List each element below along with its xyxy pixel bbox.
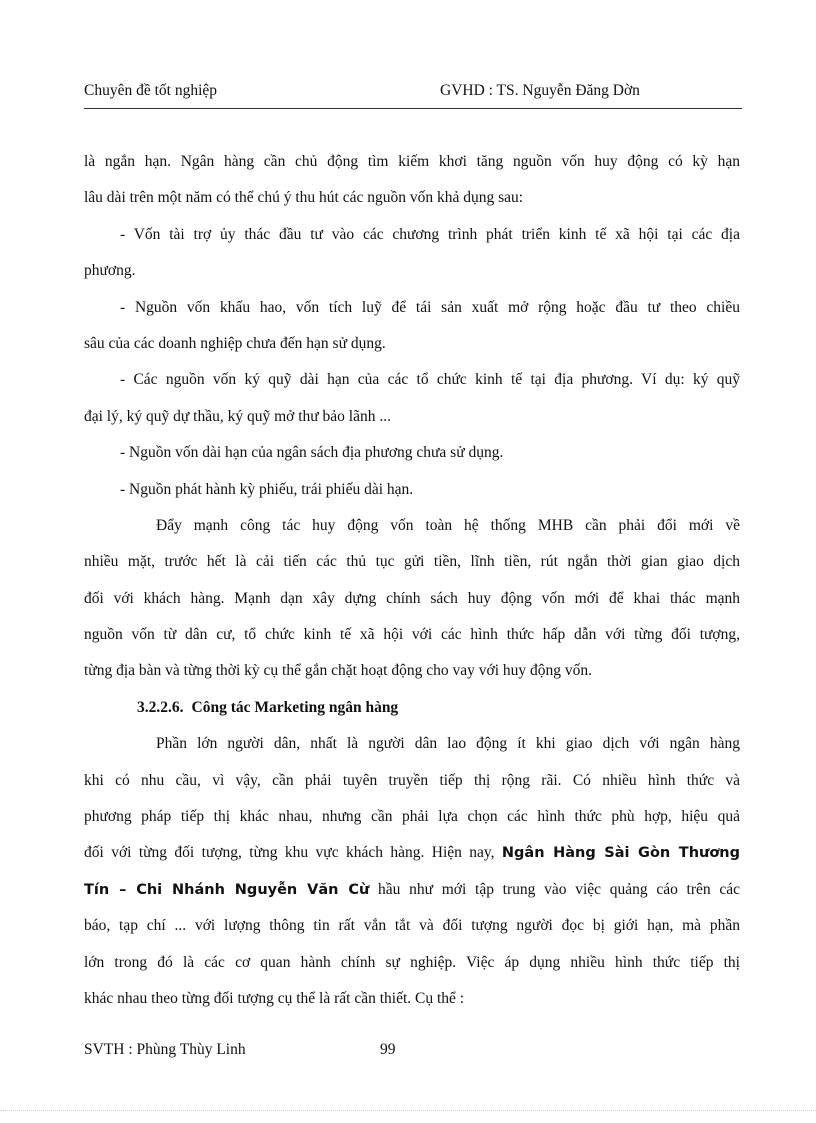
paragraph-line: báo, tạp chí ... với lượng thông tin rất vắn tắt và đối tượng người đọc bị giới hạn, mà phần <box>84 917 740 935</box>
paragraph-line: đối với khách hàng. Mạnh dạn xây dựng chính sách huy động vốn mới để khai thác mạnh <box>84 589 740 607</box>
list-item-continuation: phương. <box>84 262 136 280</box>
paragraph-line: là ngắn hạn. Ngân hàng cần chủ động tìm kiếm khơi tăng nguồn vốn huy động có kỳ hạn <box>84 153 740 170</box>
list-item-continuation: sâu của các doanh nghiệp chưa đến hạn sử dụng. <box>84 334 386 352</box>
list-item: - Vốn tài trợ ủy thác đầu tư vào các chương trình phát triển kinh tế xã hội tại các địa <box>120 225 740 243</box>
paragraph-line: phương pháp tiếp thị khác nhau, nhưng cần phải lựa chọn các hình thức phù hợp, hiệu quả <box>84 808 740 826</box>
paragraph-line: khác nhau theo từng đối tượng cụ thể là rất cần thiết. Cụ thể : <box>84 989 465 1007</box>
header-title: Chuyên đề tốt nghiệp <box>84 82 218 99</box>
paragraph-line <box>84 872 740 908</box>
section-number: 3.2.2.6. <box>137 698 184 716</box>
paragraph-line: khi có nhu cầu, vì vậy, cần phải tuyên truyền tiếp thị rộng rãi. Có nhiều hình thức và <box>84 771 740 789</box>
text-run: hầu như mới tập trung vào việc quảng cáo trên các <box>369 880 740 898</box>
text-run: đối với từng đối tượng, từng khu vực khách hàng. Hiện nay, <box>84 844 502 862</box>
header-divider <box>84 108 742 109</box>
paragraph-line <box>84 835 740 871</box>
page-number: 99 <box>380 1041 396 1058</box>
page-bottom-border <box>0 1110 816 1111</box>
section-heading <box>84 690 740 726</box>
paragraph-line: lâu dài trên một năm có thể chú ý thu hút các nguồn vốn khả dụng sau: <box>84 189 524 207</box>
bank-name-bold: Ngân Hàng Sài Gòn Thương <box>501 845 741 862</box>
paragraph-line: lớn trong đó là các cơ quan hành chính sự nghiệp. Việc áp dụng nhiều hình thức tiếp thị <box>84 953 740 971</box>
body-text <box>84 144 740 1017</box>
header-advisor: GVHD : TS. Nguyễn Đăng Dờn <box>440 82 640 99</box>
page-header <box>84 82 742 108</box>
paragraph-line: nhiều mặt, trước hết là cải tiến các thủ tục gửi tiền, lĩnh tiền, rút ngắn thời gian giao dịch <box>84 553 740 571</box>
list-item: - Nguồn vốn khấu hao, vốn tích luỹ để tái sản xuất mở rộng hoặc đầu tư theo chiều <box>120 298 740 316</box>
paragraph-line: Đẩy mạnh công tác huy động vốn toàn hệ thống MHB cần phải đổi mới về <box>156 516 740 534</box>
paragraph-line: từng địa bàn và từng thời kỳ cụ thể gắn chặt hoạt động cho vay với huy động vốn. <box>84 662 593 680</box>
section-title: Công tác Marketing ngân hàng <box>191 698 399 716</box>
list-item: - Nguồn vốn dài hạn của ngân sách địa phương chưa sử dụng. <box>120 444 504 462</box>
list-item: - Nguồn phát hành kỳ phiếu, trái phiếu dài hạn. <box>120 480 414 498</box>
paragraph-line: Phần lớn người dân, nhất là người dân lao động ít khi giao dịch với ngân hàng <box>156 735 740 753</box>
list-item: - Các nguồn vốn ký quỹ dài hạn của các tổ chức kinh tế tại địa phương. Ví dụ: ký quỹ <box>120 371 740 389</box>
branch-name-bold: Tín – Chi Nhánh Nguyễn Văn Cừ <box>84 881 370 898</box>
list-item-continuation: đại lý, ký quỹ dự thầu, ký quỹ mở thư bảo lãnh ... <box>84 407 391 425</box>
paragraph-line: nguồn vốn từ dân cư, tổ chức kinh tế xã hội với các hình thức hấp dẫn với từng đối tượng, <box>84 626 740 644</box>
footer-student: SVTH : Phùng Thùy Linh <box>84 1041 246 1058</box>
